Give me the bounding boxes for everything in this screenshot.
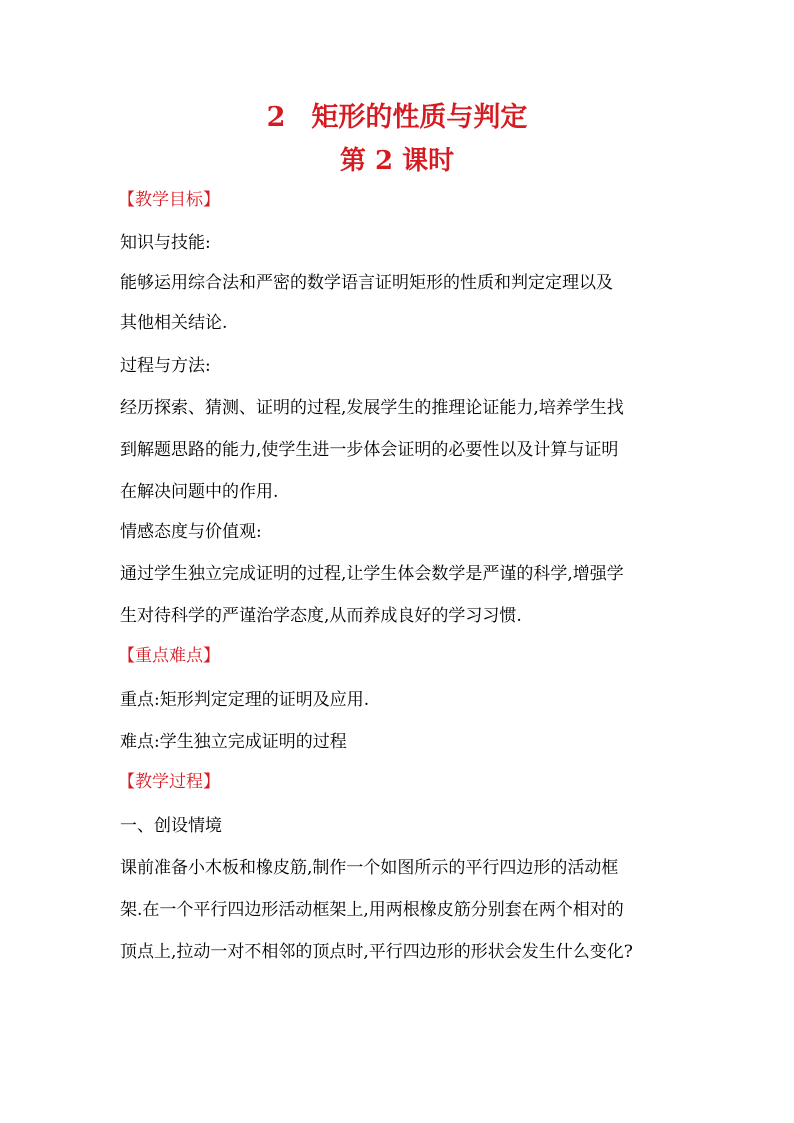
step1-line-1: 课前准备小木板和橡皮筋,制作一个如图所示的平行四边形的活动框 (120, 858, 619, 878)
document-subtitle: 第 2 课时 (339, 146, 455, 176)
attitude-line-1: 通过学生独立完成证明的过程,让学生体会数学是严谨的科学,增强学 (120, 564, 624, 584)
process-heading: 【教学过程】 (118, 772, 220, 792)
process-line-2: 到解题思路的能力,使学生进一步体会证明的必要性以及计算与证明 (120, 440, 619, 460)
keypoints-heading: 【重点难点】 (118, 646, 220, 666)
process-line-3: 在解决问题中的作用. (120, 482, 279, 502)
attitude-line-2: 生对待科学的严谨治学态度,从而养成良好的学习习惯. (120, 606, 522, 626)
objectives-heading: 【教学目标】 (118, 190, 220, 210)
knowledge-line-2: 其他相关结论. (120, 313, 228, 333)
attitude-label: 情感态度与价值观: (120, 522, 262, 542)
difficulty-line: 难点:学生独立完成证明的过程 (120, 732, 347, 752)
document-title (0, 102, 794, 134)
step1-label: 一、创设情境 (120, 816, 222, 836)
knowledge-line-1: 能够运用综合法和严密的数学语言证明矩形的性质和判定定理以及 (120, 273, 613, 293)
title-text: 矩形的性质与判定 (311, 102, 528, 133)
focus-line: 重点:矩形判定定理的证明及应用. (120, 690, 370, 710)
step1-line-2: 架.在一个平行四边形活动框架上,用两根橡皮筋分别套在两个相对的 (120, 900, 624, 920)
process-line-1: 经历探索、猜测、证明的过程,发展学生的推理论证能力,培养学生找 (120, 398, 624, 418)
title-number: 2 (266, 102, 286, 133)
step1-line-3: 顶点上,拉动一对不相邻的顶点时,平行四边形的形状会发生什么变化? (120, 942, 633, 962)
knowledge-label: 知识与技能: (120, 233, 211, 253)
process-label: 过程与方法: (120, 356, 211, 376)
